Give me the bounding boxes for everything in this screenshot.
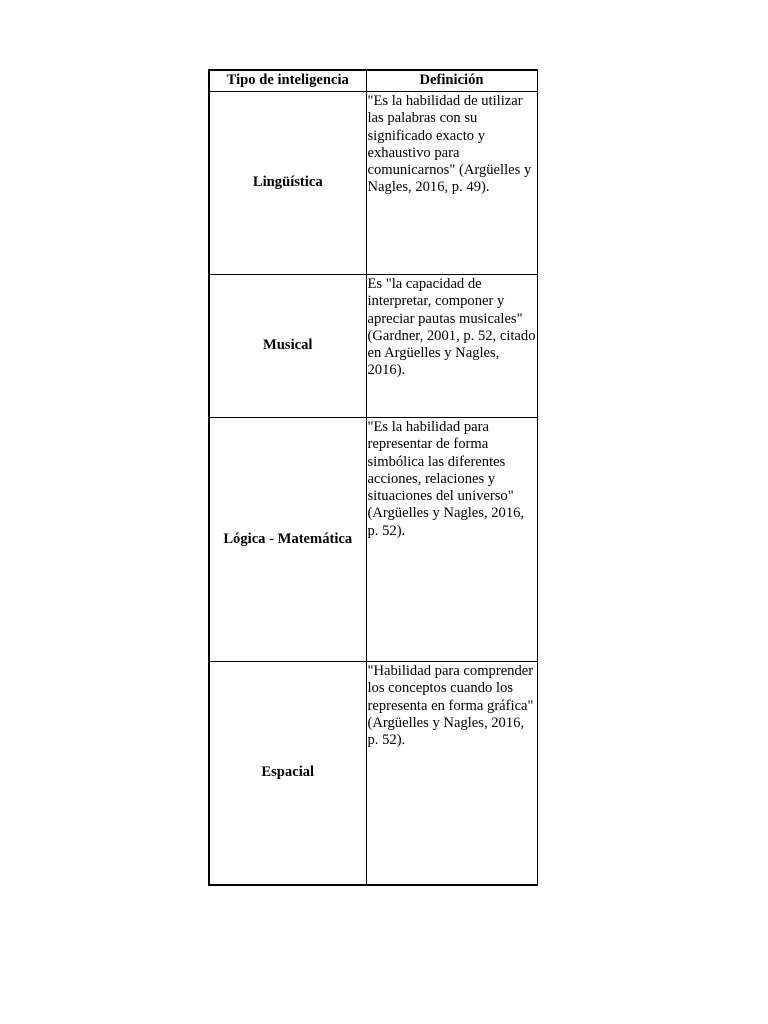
table-body — [209, 92, 537, 885]
header-definicion: Definición — [366, 70, 537, 92]
table-row — [209, 662, 537, 885]
cell-tipo: Lógica - Matemática — [209, 418, 366, 662]
cell-tipo: Espacial — [209, 662, 366, 885]
table-header — [209, 70, 537, 92]
cell-tipo: Lingüística — [209, 92, 366, 275]
cell-tipo: Musical — [209, 275, 366, 418]
table-row — [209, 92, 537, 275]
cell-definicion: Es "la capacidad de interpretar, componer y apreciar pautas musicales" (Gardner, 2001, p. 52, citado en Argüelles y Nagles, 2016). — [366, 275, 537, 418]
header-row — [209, 70, 537, 92]
cell-definicion: "Habilidad para comprender los conceptos cuando los representa en forma gráfica" (Argüelles y Nagles, 2016, p. 52). — [366, 662, 537, 885]
cell-definicion: "Es la habilidad de utilizar las palabras con su significado exacto y exhaustivo para comunicarnos" (Argüelles y Nagles, 2016, p. 49). — [366, 92, 537, 275]
table-row — [209, 275, 537, 418]
cell-definicion: "Es la habilidad para representar de forma simbólica las diferentes acciones, relaciones y situaciones del universo" (Argüelles y Nagles, 2016, p. 52). — [366, 418, 537, 662]
table-row — [209, 418, 537, 662]
header-tipo: Tipo de inteligencia — [209, 70, 366, 92]
intelligence-definitions-table — [208, 69, 538, 886]
